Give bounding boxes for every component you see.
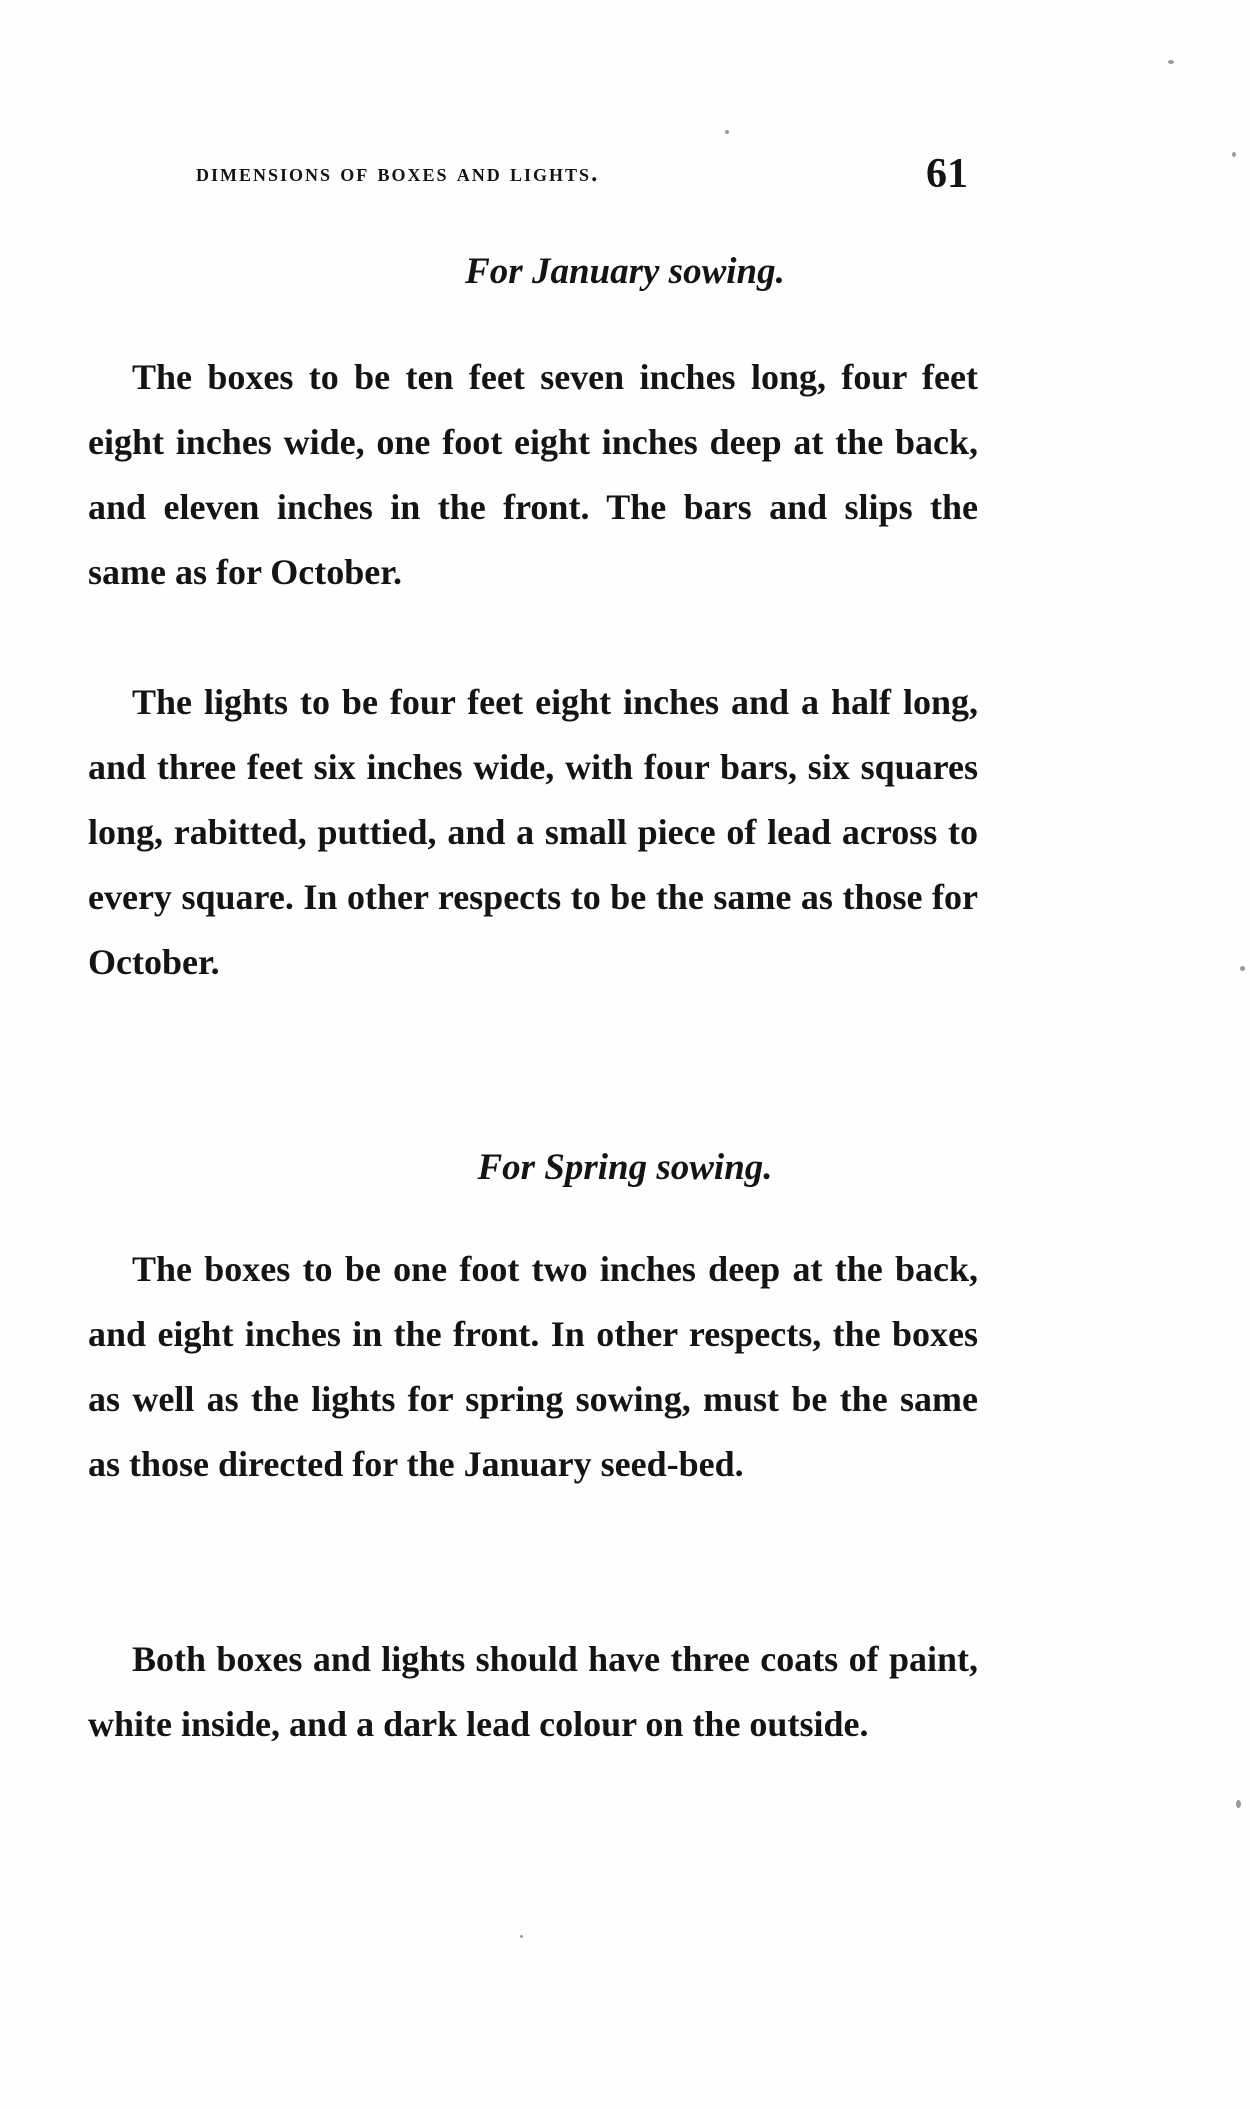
scan-speck (725, 130, 729, 134)
running-head (196, 150, 976, 200)
scan-speck (1232, 152, 1236, 157)
section-heading-spring: For Spring sowing. (477, 1147, 773, 1188)
scan-speck (520, 1935, 523, 1938)
paragraph-spring-boxes: The boxes to be one foot two inches deep at the back, and eight inches in the front. In other respects, the boxes as well as the lights for spring sowing, must be the same as those directed for the January seed-bed. (88, 1249, 978, 1484)
paragraph-paint: Both boxes and lights should have three coats of paint, white inside, and a dark lead colour on the outside. (88, 1639, 978, 1744)
scan-speck (1236, 1800, 1241, 1808)
running-title: dimensions of boxes and lights. (196, 160, 600, 187)
section-heading-january: For January sowing. (465, 251, 785, 292)
scan-speck (1168, 60, 1174, 64)
page-number: 61 (926, 151, 968, 197)
paragraph-january-boxes: The boxes to be ten feet seven inches long, four feet eight inches wide, one foot eight inches deep at the back, and eleven inches in the front. The bars and slips the same as for October. (88, 357, 978, 592)
scan-speck (1240, 966, 1245, 971)
paragraph-january-lights: The lights to be four feet eight inches and a half long, and three feet six inches wide, with four bars, six squares long, rabitted, puttied, and a small piece of lead across to every square. In other respects to be the same as those for October. (88, 682, 978, 982)
